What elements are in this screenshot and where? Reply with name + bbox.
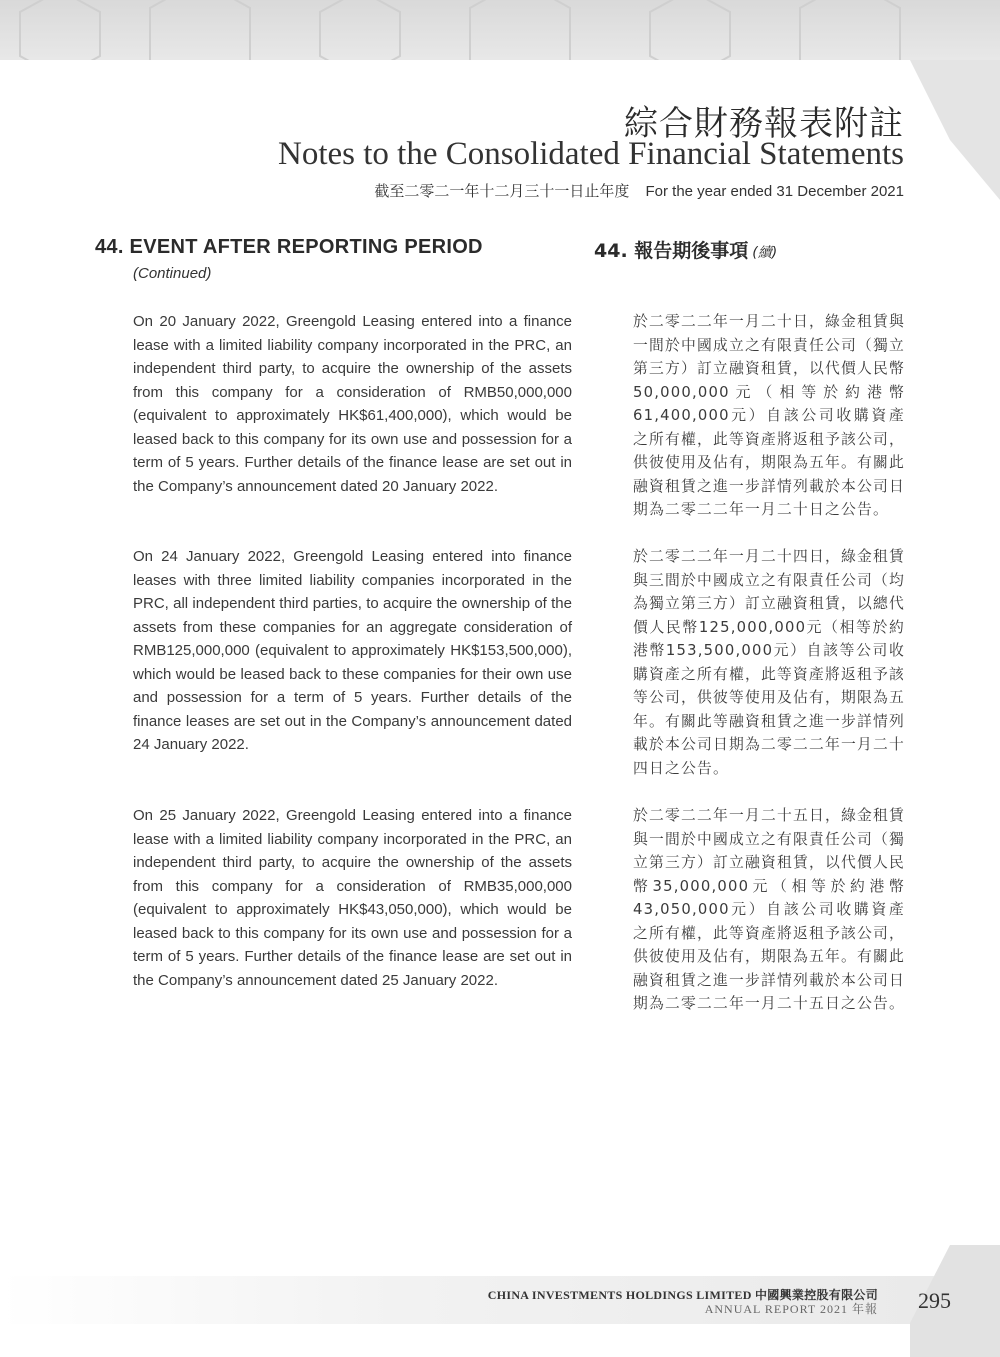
corner-decoration-top [910, 0, 1000, 200]
paragraph-en-2: On 24 January 2022, Greengold Leasing entered into finance leases with three limited liability companies incorporated in the PRC, all independent third parties, to acquire the ownership of the assets from these companies for an aggregate consideration of RMB125,000,000 (equivalent to approximately HK$153,500,000), which would be leased back to these companies for their own use and possession for a term of 5 years. Further details of the finance leases are set out in the Company’s announcement dated 24 January 2022. [133, 548, 572, 753]
section-title-zh-text: 44. 報告期後事項 [594, 240, 749, 262]
period-line [374, 180, 904, 201]
section-title-zh [594, 236, 777, 263]
paragraph-zh-3: 於二零二二年一月二十五日，綠金租賃與一間於中國成立之有限責任公司（獨立第三方）訂立融資租賃，以代價人民幣35,000,000元（相等於約港幣43,050,000元）自該公司收購資產之所有權，此等資產將返租予該公司，供彼使用及佔有，期限為五年。有關此融資租賃之進一步詳情列載於本公司日期為二零二二年一月二十五日之公告。 [633, 807, 905, 1012]
page-title-en: Notes to the Consolidated Financial Statements [278, 136, 904, 172]
page-number: 295 [918, 1288, 951, 1313]
header-decoration [0, 0, 1000, 60]
hexagon-pattern [0, 0, 1000, 60]
section-title-en: 44. EVENT AFTER REPORTING PERIOD [95, 236, 483, 258]
period-zh: 截至二零二一年十二月三十一日止年度 [374, 183, 630, 200]
footer-report: ANNUAL REPORT 2021 年報 [704, 1302, 878, 1316]
period-en: For the year ended 31 December 2021 [645, 183, 904, 200]
continued-label-en: (Continued) [133, 265, 212, 282]
continued-label-zh: (續) [752, 245, 778, 261]
paragraph-en-1: On 20 January 2022, Greengold Leasing entered into a finance lease with a limited liability company incorporated in the PRC, an independent third party, to acquire the ownership of the assets from this company for a consideration of RMB50,000,000 (equivalent to approximately HK$61,400,000), which would be leased back to this company for its own use and possession for a term of 5 years. Further details of the finance lease are set out in the Company’s announcement dated 20 January 2022. [133, 313, 572, 495]
paragraph-en-3: On 25 January 2022, Greengold Leasing entered into a finance lease with a limited liability company incorporated in the PRC, an independent third party, to acquire the ownership of the assets from this company for a consideration of RMB35,000,000 (equivalent to approximately HK$43,050,000), which would be leased back to this company for its own use and possession for a term of 5 years. Further details of the finance lease are set out in the Company’s announcement dated 25 January 2022. [133, 807, 572, 989]
footer-company: CHINA INVESTMENTS HOLDINGS LIMITED 中國興業控股有限公司 [487, 1288, 878, 1302]
paragraph-zh-2: 於二零二二年一月二十四日，綠金租賃與三間於中國成立之有限責任公司（均為獨立第三方）訂立融資租賃，以總代價人民幣125,000,000元（相等於約港幣153,500,000元）自該等公司收購資產之所有權，此等資產將返租予該等公司，供彼等使用及佔有，期限為五年。有關此等融資租賃之進一步詳情列載於本公司日期為二零二二年一月二十四日之公告。 [633, 548, 905, 777]
paragraph-zh-1: 於二零二二年一月二十日，綠金租賃與一間於中國成立之有限責任公司（獨立第三方）訂立融資租賃，以代價人民幣50,000,000元（相等於約港幣61,400,000元）自該公司收購資產之所有權，此等資產將返租予該公司，供彼使用及佔有，期限為五年。有關此融資租賃之進一步詳情列載於本公司日期為二零二二年一月二十日之公告。 [633, 313, 905, 518]
page-title-zh: 綜合財務報表附註 [624, 104, 904, 144]
